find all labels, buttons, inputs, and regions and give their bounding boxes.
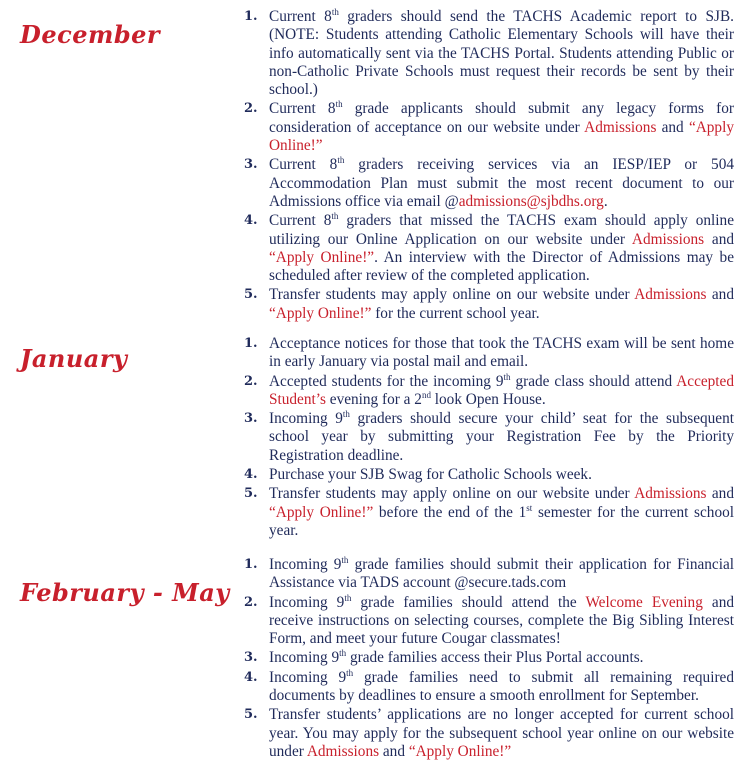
item-text: Incoming 9 — [269, 649, 340, 667]
item-text: grade families access their Plus Portal accounts. — [346, 649, 644, 667]
highlight-text: admissions@sjbdhs.org — [458, 192, 604, 210]
list-item-number: 3. — [244, 157, 258, 173]
list-item-number: 5. — [244, 486, 258, 502]
item-text: . — [603, 192, 608, 210]
item-text: Transfer students’ applications are no longer accepted for current school year. You may apply for the subsequent school year online on our website under — [269, 706, 734, 760]
highlight-text: “Apply Online!” — [408, 742, 512, 760]
item-text: semester for the current school year. — [269, 503, 734, 539]
list-item — [244, 373, 734, 410]
item-text: for the current school year. — [371, 304, 540, 322]
list-item-number: 4. — [244, 213, 258, 229]
highlight-text: Admissions — [634, 286, 707, 304]
item-text: Incoming 9 — [269, 593, 345, 611]
section-title-january: January — [20, 344, 128, 373]
item-text: Transfer students may apply online on our website under — [269, 286, 635, 304]
item-text: grade families should submit their application for Financial Assistance via TADS account @secure.tads.com — [269, 556, 734, 592]
highlight-text: Accepted Student’s — [269, 372, 734, 408]
highlight-text: “Apply Online!” — [269, 304, 372, 322]
highlight-text: Admissions — [631, 230, 705, 248]
ordinal-suffix: th — [342, 409, 350, 420]
item-text: and receive instructions on selecting courses, complete the Big Sibling Interest Form, and meet your future Cougar classmates! — [269, 593, 734, 648]
december-list — [244, 8, 734, 324]
item-text: and — [706, 485, 734, 503]
ordinal-suffix: th — [335, 99, 343, 110]
item-text: Current 8 — [269, 8, 332, 25]
section-title-february-may: February - May — [20, 578, 230, 607]
item-text: Current 8 — [269, 100, 336, 118]
list-item-number: 2. — [244, 101, 258, 117]
ordinal-suffix: th — [346, 667, 354, 678]
list-item-number: 4. — [244, 669, 258, 685]
item-text: grade class should attend — [510, 372, 677, 390]
list-item — [244, 556, 734, 593]
list-item-number: 5. — [244, 287, 258, 303]
list-item — [244, 706, 734, 761]
ordinal-suffix: th — [339, 648, 347, 659]
list-item — [244, 466, 734, 484]
ordinal-suffix: th — [344, 592, 352, 603]
list-item-number: 4. — [244, 467, 258, 483]
highlight-text: “Apply Online!” — [269, 248, 375, 266]
item-text: graders should send the TACHS Academic report to SJB. (NOTE: Students attending Catholic Elementary Schools will have their info automatically sent via the TACHS Portal. Students attending Public or non-Catholic Private Schools must request their records be sent by their school.) — [269, 8, 734, 99]
list-item-number: 1. — [244, 336, 258, 351]
list-item — [244, 100, 734, 155]
item-text: grade families need to submit all remaining required documents by deadlines to ensure a smooth enrollment for September. — [269, 668, 734, 705]
list-item — [244, 212, 734, 285]
item-text: Incoming 9 — [269, 668, 347, 686]
item-text: grade families should attend the — [351, 593, 586, 611]
item-text: and — [379, 742, 409, 760]
item-text: Incoming 9 — [269, 556, 342, 573]
highlight-text: Welcome Evening — [585, 593, 703, 611]
list-item-number: 5. — [244, 707, 258, 723]
item-text: Purchase your SJB Swag for Catholic Schools week. — [269, 466, 592, 484]
ordinal-suffix: th — [331, 211, 339, 222]
february-may-list — [244, 556, 734, 762]
item-text: graders receiving services via an IESP/IEP or 504 Accommodation Plan must submit the most recent document to our Admissions office via email @ — [269, 156, 734, 210]
item-text: Acceptance notices for those that took the TACHS exam will be sent home in early January via postal mail and email. — [269, 335, 734, 371]
highlight-text: “Apply Online!” — [269, 118, 734, 155]
item-text: Transfer students may apply online on our website under — [269, 485, 635, 503]
list-item-number: 1. — [244, 557, 258, 572]
list-item — [244, 669, 734, 706]
item-text: Accepted students for the incoming 9 — [269, 372, 504, 390]
item-text: Current 8 — [269, 212, 332, 230]
list-item — [244, 286, 734, 323]
ordinal-suffix: th — [503, 371, 511, 382]
list-item-number: 3. — [244, 411, 258, 427]
list-item — [244, 8, 734, 99]
item-text: graders should secure your child’ seat for the subsequent school year by submitting your Registration Fee by the Priority Registration deadline. — [269, 410, 734, 464]
ordinal-suffix: th — [341, 555, 349, 565]
item-text: Incoming 9 — [269, 410, 343, 428]
list-item — [244, 156, 734, 211]
item-text: grade applicants should submit any legacy forms for consideration of acceptance on our website under — [269, 100, 734, 136]
january-list — [244, 335, 734, 541]
list-item — [244, 410, 734, 465]
highlight-text: Admissions — [306, 742, 380, 760]
list-item — [244, 485, 734, 540]
item-text: look Open House. — [430, 390, 546, 408]
list-item — [244, 335, 734, 372]
list-item-number: 2. — [244, 594, 258, 610]
item-text: and — [656, 118, 689, 136]
ordinal-suffix: st — [526, 502, 533, 513]
list-item — [244, 594, 734, 649]
item-text: evening for a 2 — [325, 390, 422, 408]
list-item-number: 3. — [244, 650, 258, 666]
list-item-number: 1. — [244, 9, 258, 24]
section-title-december: December — [20, 20, 161, 49]
item-text: graders that missed the TACHS exam should apply online utilizing our Online Application on our website under — [269, 212, 734, 248]
list-item-number: 2. — [244, 373, 258, 389]
highlight-text: Admissions — [634, 485, 707, 503]
ordinal-suffix: th — [331, 7, 339, 17]
item-text: before the end of the 1 — [373, 503, 527, 521]
item-text: . An interview with the Director of Admissions may be scheduled after review of the completed application. — [269, 248, 734, 285]
highlight-text: “Apply Online!” — [269, 503, 374, 521]
list-item — [244, 649, 734, 667]
ordinal-suffix: nd — [421, 389, 431, 400]
item-text: and — [706, 286, 734, 304]
item-text: Current 8 — [269, 156, 338, 174]
ordinal-suffix: th — [337, 155, 345, 166]
highlight-text: Admissions — [584, 118, 657, 136]
item-text: and — [704, 230, 734, 248]
